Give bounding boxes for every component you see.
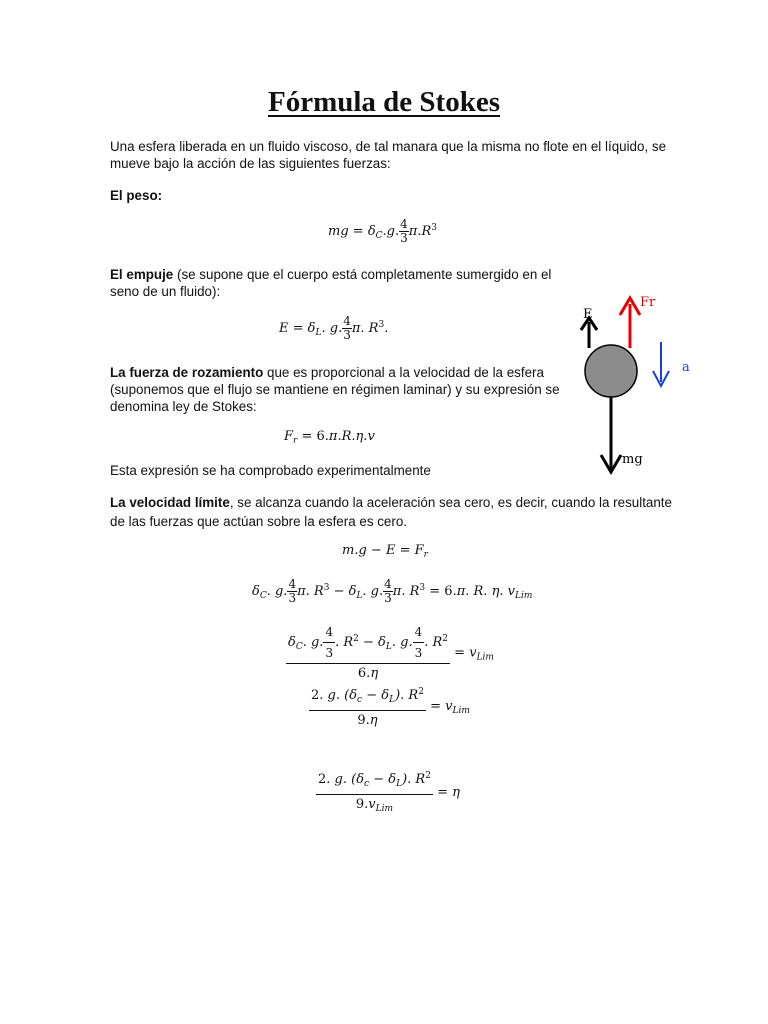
- empuje-heading: El empuje: [110, 267, 174, 282]
- label-mg: mg: [622, 452, 643, 467]
- intro-paragraph: [110, 138, 666, 172]
- limite-line-2: de las fuerzas que actúan sobre la esfera es cero.: [110, 514, 408, 529]
- formula-stokes: $F_r = 6.\pi.R.\eta.v$: [284, 429, 375, 446]
- intro-line-2: mueve bajo la acción de las siguientes fuerzas:: [110, 156, 391, 171]
- arrow-mg: [601, 390, 621, 472]
- rozamiento-heading: La fuerza de rozamiento: [110, 365, 264, 380]
- label-fr: Fr: [640, 295, 656, 310]
- arrow-fr: [620, 298, 640, 348]
- formula-empuje: $E = \delta_L$. g. $\frac{4}{3}$ π. $R^3$.: [279, 314, 389, 342]
- label-a: a: [682, 360, 690, 375]
- rozamiento-line-3: denomina ley de Stokes:: [110, 399, 257, 414]
- formula-peso: mg = $\delta_C.g$. $\frac{4}{3}$ $\pi.R^3$: [328, 217, 437, 245]
- force-diagram: [560, 290, 720, 490]
- peso-heading-text: El peso:: [110, 188, 163, 203]
- page-title: Fórmula de Stokes: [268, 86, 500, 118]
- limite-paragraph: [110, 493, 672, 531]
- rozamiento-rest: que es proporcional a la velocidad de la esfera: [263, 365, 544, 380]
- arrow-a: [653, 342, 669, 386]
- empuje-line-1: [110, 266, 551, 283]
- formula-velocity-limit: $\frac{2. g. (\delta_c - \delta_L). R^2}{9.\eta}$ = $v_{Lim}$: [311, 687, 470, 728]
- label-e: E: [583, 307, 593, 322]
- formula-expanded: $\delta_C$. g. $\frac{4}{3}$ π. $R^3 - \delta_L$. g. $\frac{4}{3}$ π. $R^3 = 6.\pi$. R. η. $v_{Lim}$: [252, 577, 533, 605]
- peso-heading: [110, 187, 162, 204]
- sphere: [585, 345, 637, 397]
- empuje-line-2: seno de un fluido):: [110, 284, 221, 299]
- arrow-e: [581, 318, 597, 348]
- rozamiento-line-2: (suponemos que el flujo se mantiene en régimen laminar) y su expresión se: [110, 382, 560, 397]
- formula-balance: $m.g - E = F_r$: [342, 543, 428, 560]
- rozamiento-paragraph: [110, 364, 560, 415]
- limite-line-1: [110, 493, 672, 512]
- intro-line-1: Una esfera liberada en un fluido viscoso, de tal manara que la misma no flote en el líquido, se: [110, 139, 667, 154]
- empuje-paragraph: [110, 266, 551, 300]
- formula-velocity-step1: $\delta_C$. g. $\frac{4}{3}$ . $R^2 - \delta_L$. g. $\frac{4}{3}$ . $R^2$ 6.η = $v_{Lim}$: [288, 625, 494, 681]
- limite-heading: La velocidad límite: [110, 495, 230, 510]
- limite-rest: , se alcanza cuando la aceleración sea cero, es decir, cuando la resultante: [229, 495, 672, 510]
- comprobado-paragraph: Esta expresión se ha comprobado experimentalmente: [110, 463, 431, 478]
- formula-viscosity: 2. g. $(\delta_c - \delta_L)$. $R^2$ $9.v_{Lim}$ = η: [316, 768, 460, 817]
- empuje-rest: (se supone que el cuerpo está completamente sumergido en el: [173, 267, 552, 282]
- rozamiento-line-1: [110, 364, 560, 381]
